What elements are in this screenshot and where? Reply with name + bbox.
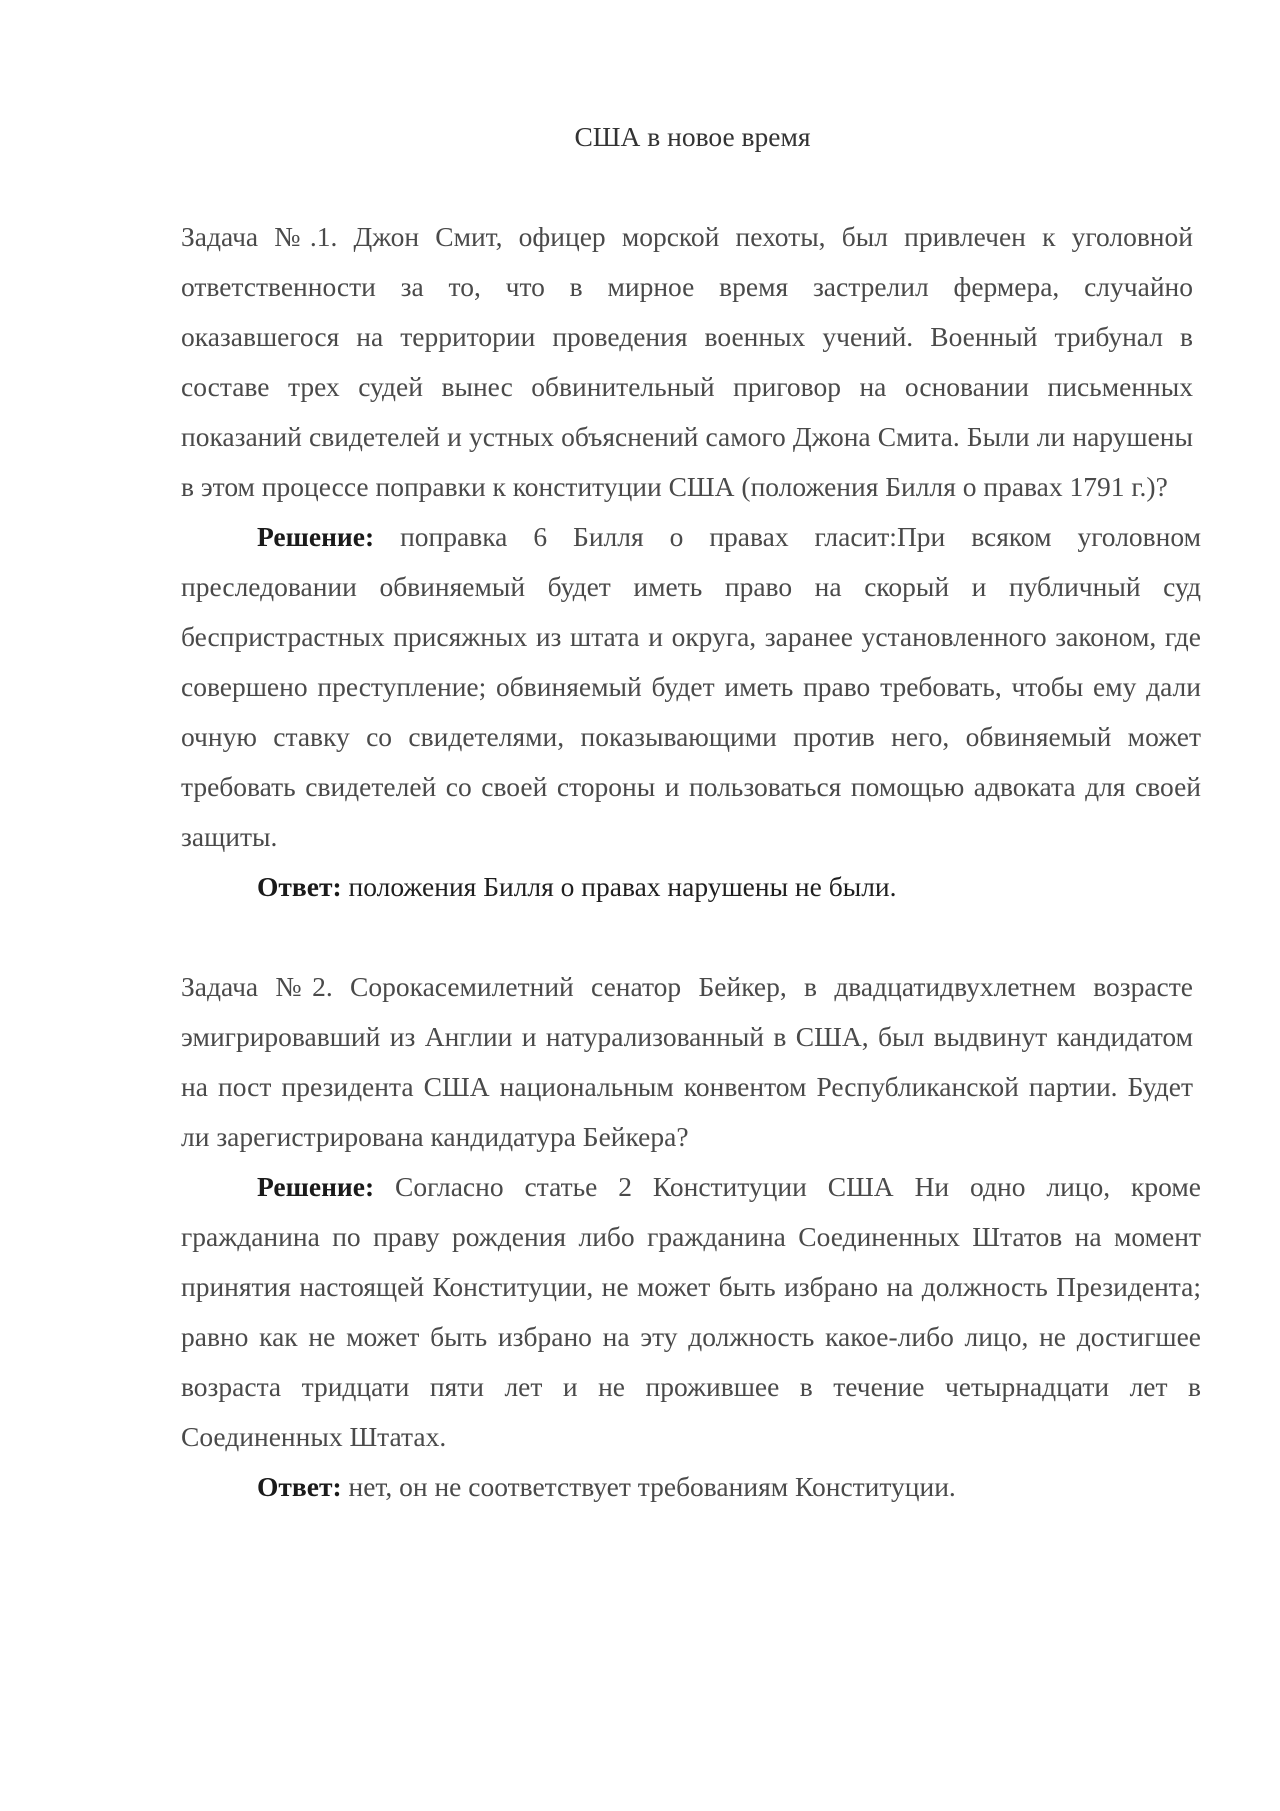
task-1-answer	[181, 862, 1201, 912]
document-body	[181, 112, 1201, 1512]
task-1-solution-text: поправка 6 Билля о правах гласит:При всяком уголовном преследовании обвиняемый будет иметь право на скорый и публичный суд беспристрастных присяжных из штата и округа, заранее установленного законом, где совершено преступление; обвиняемый будет иметь право требовать, чтобы ему дали очную ставку со свидетелями, показывающими против него, обвиняемый может требовать свидетелей со своей стороны и пользоваться помощью адвоката для своей защиты.	[181, 521, 1202, 852]
task-2-answer-text: нет, он не соответствует требованиям Конституции.	[348, 1471, 956, 1502]
task-2-solution	[181, 1162, 1201, 1462]
task-2-answer	[181, 1462, 1201, 1512]
task-1-answer-label: Ответ:	[257, 871, 342, 902]
document-title: США в новое время	[574, 121, 811, 152]
task-2	[181, 962, 1201, 1512]
spacer	[181, 162, 1201, 212]
task-1-statement: Задача №.1. Джон Смит, офицер морской пехоты, был привлечен к уголовной ответственности за то, что в мирное время застрелил фермера, случайно оказавшегося на территории проведения военных учений. Военный трибунал в составе трех судей вынес обвинительный приговор на основании письменных показаний свидетелей и устных объяснений самого Джона Смита. Были ли нарушены в этом процессе поправки к конституции США (положения Билля о правах 1791 г.)?	[181, 221, 1193, 502]
task-1-solution-label: Решение:	[257, 521, 375, 552]
task-2-solution-text: Согласно статье 2 Конституции США Ни одно лицо, кроме гражданина по праву рождения либо гражданина Соединенных Штатов на момент принятия настоящей Конституции, не может быть избрано на должность Президента; равно как не может быть избрано на эту должность какое-либо лицо, не достигшее возраста тридцати пяти лет и не прожившее в течение четырнадцати лет в Соединенных Штатах.	[181, 1171, 1201, 1452]
spacer	[181, 912, 1201, 962]
task-2-statement: Задача №2. Сорокасемилетний сенатор Бейкер, в двадцатидвухлетнем возрасте эмигрировавший из Англии и натурализованный в США, был выдвинут кандидатом на пост президента США национальным конвентом Республиканской партии. Будет ли зарегистрирована кандидатура Бейкера?	[181, 971, 1193, 1152]
task-2-answer-label: Ответ:	[257, 1471, 342, 1502]
task-1	[181, 212, 1201, 912]
task-1-solution	[181, 512, 1201, 862]
task-2-solution-label: Решение:	[257, 1171, 375, 1202]
task-1-answer-text: положения Билля о правах нарушены не были.	[348, 871, 897, 902]
